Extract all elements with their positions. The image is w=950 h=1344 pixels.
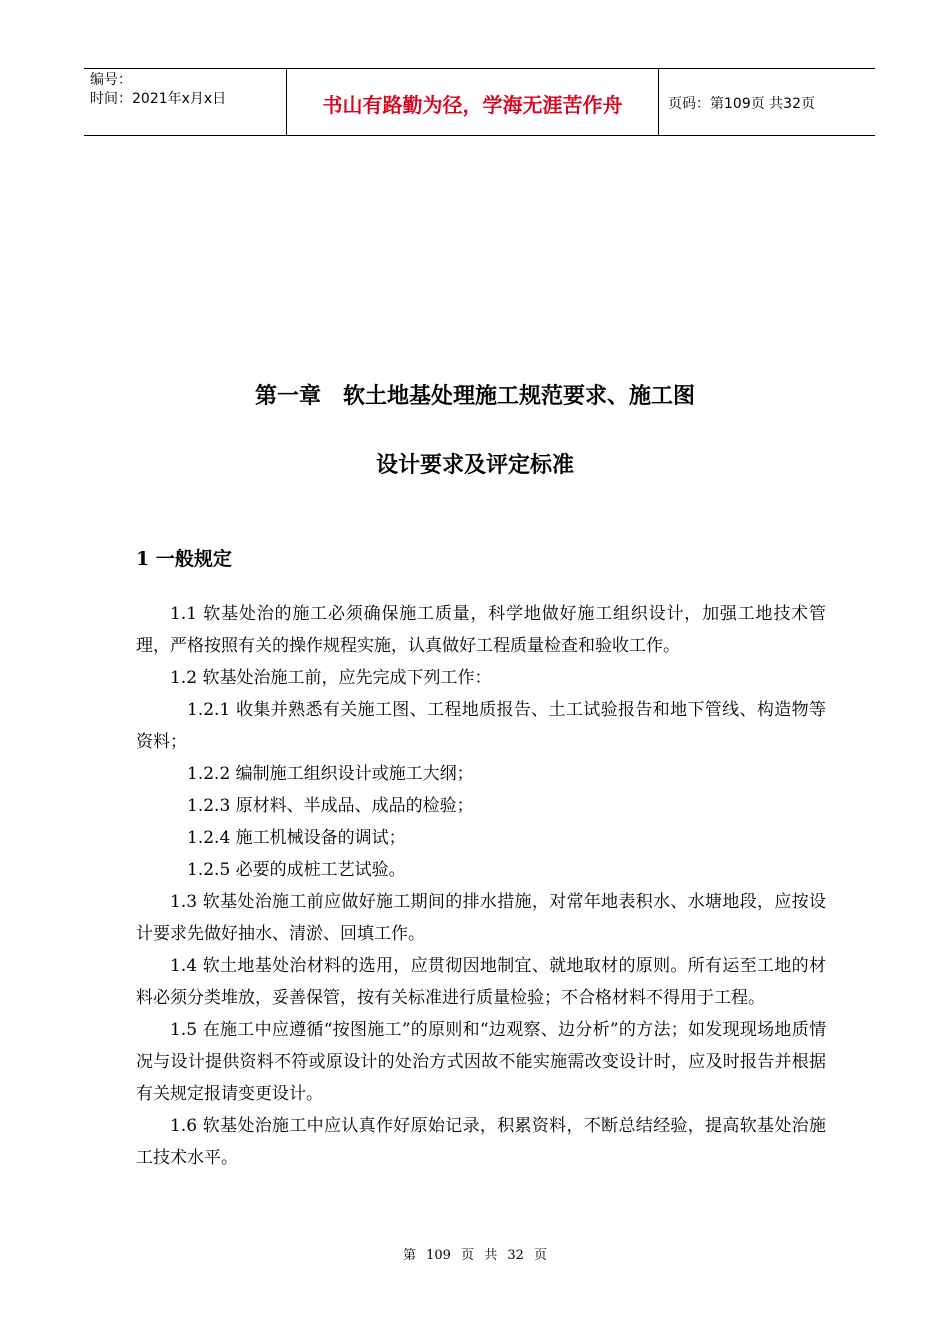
- paragraph-1-6: 1.6 软基处治施工中应认真作好原始记录，积累资料，不断总结经验，提高软基处治施工技术水平。: [136, 1116, 826, 1168]
- body-text: [136, 598, 826, 1174]
- section-heading: 1 一般规定: [136, 548, 232, 570]
- paragraph-1-5: 1.5 在施工中应遵循“按图施工”的原则和“边观察、边分析”的方法；如发现现场地质情况与设计提供资料不符或原设计的处治方式因故不能实施需改变设计时，应及时报告并根据有关规定报请变更设计。: [136, 1020, 826, 1104]
- page-footer: 第 109 页 共 32 页: [402, 1248, 548, 1263]
- page-header: [84, 68, 875, 136]
- chapter-title-line2: 设计要求及评定标准: [375, 452, 574, 478]
- header-meta: [84, 69, 286, 135]
- header-page-info: 页码：第109页 共32页: [668, 96, 815, 112]
- paragraph-1-1: 1.1 软基处治的施工必须确保施工质量，科学地做好施工组织设计，加强工地技术管理，严格按照有关的操作规程实施，认真做好工程质量检查和验收工作。: [136, 604, 826, 656]
- paragraph-1-2-5: 1.2.5 必要的成桩工艺试验。: [187, 860, 406, 880]
- paragraph-1-2: 1.2 软基处治施工前，应先完成下列工作：: [170, 668, 492, 688]
- paragraph-1-2-1: 1.2.1 收集并熟悉有关施工图、工程地质报告、土工试验报告和地下管线、构造物等资料；: [136, 700, 826, 752]
- paragraph-1-2-4: 1.2.4 施工机械设备的调试；: [187, 828, 406, 848]
- header-motto: 书山有路勤为径，学海无涯苦作舟: [286, 69, 659, 135]
- paragraph-1-4: 1.4 软土地基处治材料的选用，应贯彻因地制宜、就地取材的原则。所有运至工地的材料必须分类堆放，妥善保管，按有关标准进行质量检验；不合格材料不得用于工程。: [136, 956, 826, 1008]
- paragraph-1-2-3: 1.2.3 原材料、半成品、成品的检验；: [187, 796, 474, 816]
- paragraph-1-2-2: 1.2.2 编制施工组织设计或施工大纲；: [187, 764, 474, 784]
- paragraph-1-3: 1.3 软基处治施工前应做好施工期间的排水措施，对常年地表积水、水塘地段，应按设计要求先做好抽水、清淤、回填工作。: [136, 892, 826, 944]
- document-time: 时间：2021年x月x日: [90, 91, 227, 107]
- document-number-label: 编号：: [90, 72, 132, 88]
- chapter-title-line1: 第一章 软土地基处理施工规范要求、施工图: [254, 383, 695, 409]
